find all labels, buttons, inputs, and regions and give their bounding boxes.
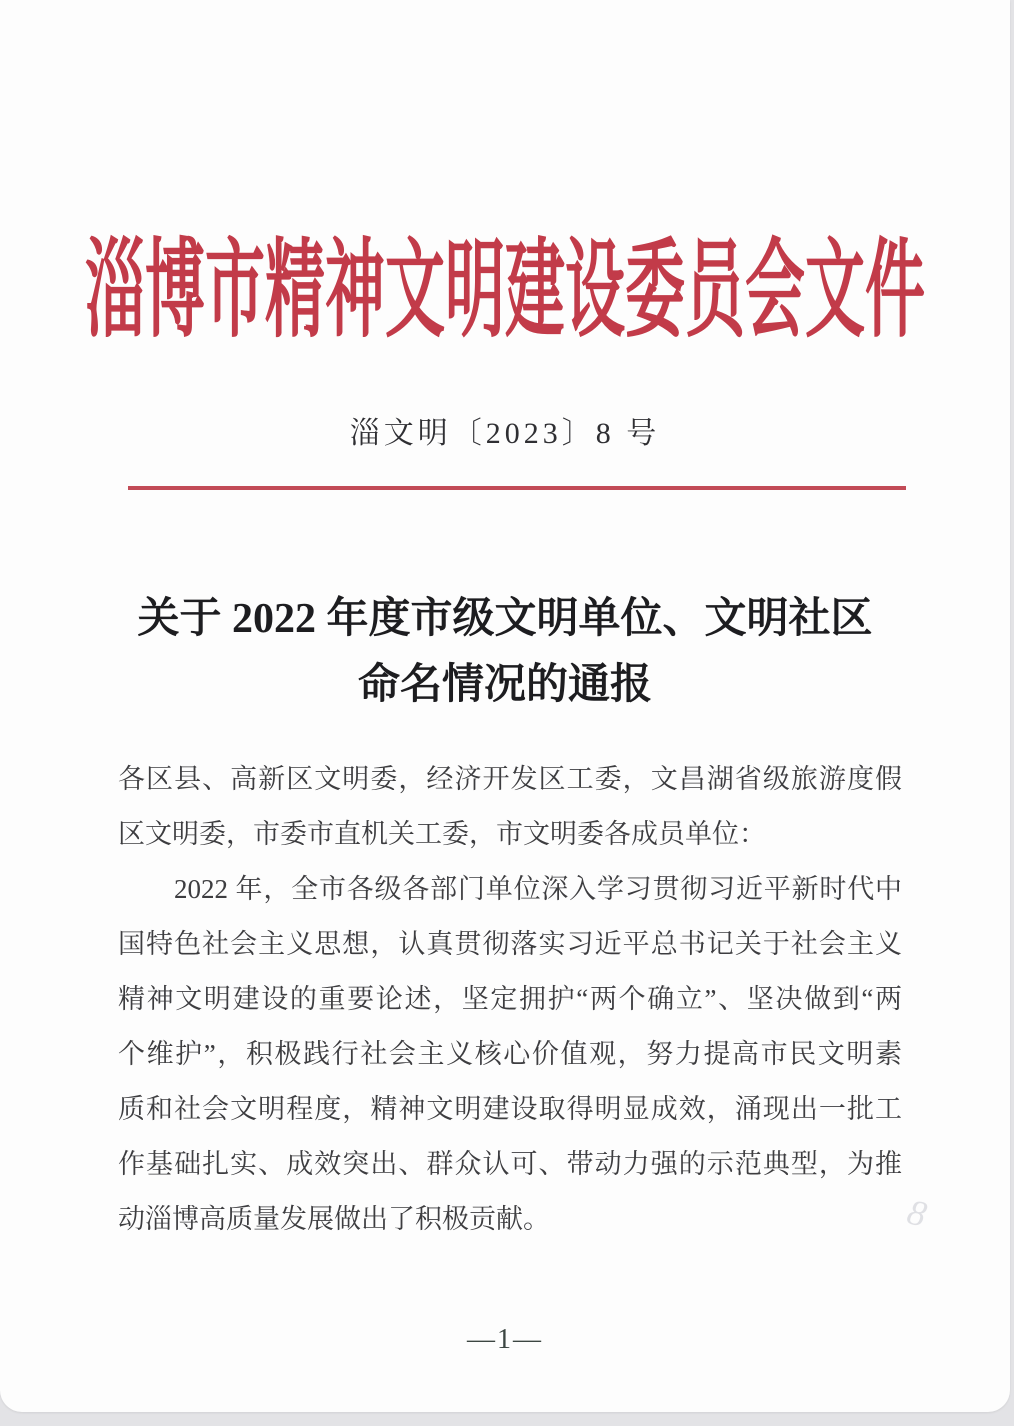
document-subject (0, 586, 1010, 718)
body-line: 作基础扎实、成效突出、群众认可、带动力强的示范典型，为推 (118, 1149, 902, 1179)
document-body (118, 752, 902, 1247)
page-number: —1— (467, 1324, 543, 1355)
body-line: 2022 年，全市各级各部门单位深入学习贯彻习近平新时代中 (174, 874, 902, 904)
body-line: 质和社会文明程度，精神文明建设取得明显成效，涌现出一批工 (118, 1094, 902, 1124)
body-line: 国特色社会主义思想，认真贯彻落实习近平总书记关于社会主义 (118, 929, 902, 959)
subject-line-1: 关于 2022 年度市级文明单位、文明社区 (137, 596, 873, 642)
salutation-line: 区文明委，市委市直机关工委，市文明委各成员单位： (118, 819, 766, 849)
red-masthead (0, 226, 1010, 356)
document-number: 淄文明〔2023〕8 号 (349, 417, 661, 450)
body-line: 动淄博高质量发展做出了积极贡献。 (118, 1204, 550, 1234)
salutation-line: 各区县、高新区文明委，经济开发区工委，文昌湖省级旅游度假 (118, 764, 902, 794)
red-divider-rule (128, 486, 906, 490)
subject-line-2: 命名情况的通报 (357, 662, 652, 708)
body-line: 精神文明建设的重要论述，坚定拥护“两个确立”、坚决做到“两 (118, 984, 902, 1014)
masthead-title: 淄博市精神文明建设委员会文件 (85, 232, 925, 350)
body-line: 个维护”，积极践行社会主义核心价值观，努力提高市民文明素 (118, 1039, 902, 1069)
pencil-mark: 8 (903, 1191, 931, 1235)
